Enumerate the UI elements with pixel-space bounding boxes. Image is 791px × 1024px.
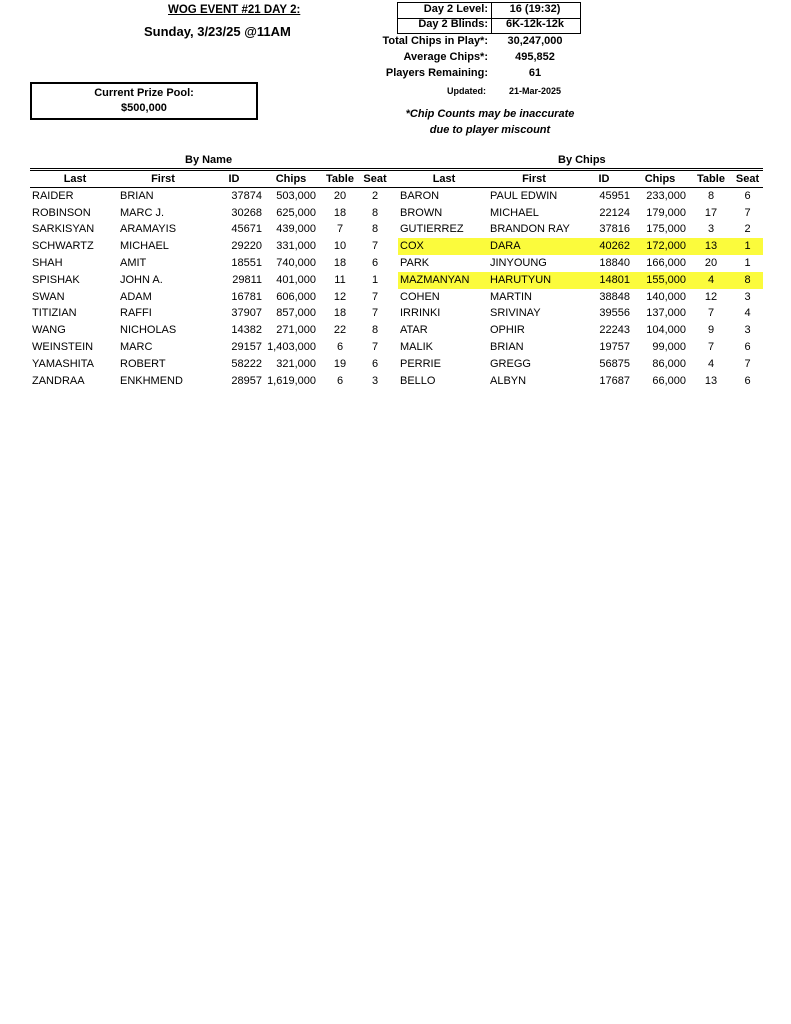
table-row	[30, 289, 390, 306]
chip-count-cell: 271,000	[276, 324, 316, 337]
chip-count-cell: 175,000	[646, 223, 686, 236]
player-id-cell: 22243	[599, 324, 630, 337]
last-name-cell: PARK	[400, 256, 430, 269]
table-row	[398, 188, 763, 205]
level-label: Day 2 Level:	[423, 3, 488, 15]
table-row	[30, 339, 390, 356]
table-number-cell: 12	[333, 290, 347, 303]
first-name-cell: SRIVINAY	[490, 307, 541, 320]
seat-number-cell: 6	[744, 340, 751, 353]
by-name-table	[30, 171, 390, 389]
table-row	[398, 322, 763, 339]
chip-count-cell: 1,403,000	[267, 340, 316, 353]
player-id-cell: 17687	[599, 374, 630, 387]
first-name-cell: JINYOUNG	[490, 256, 547, 269]
table-row	[398, 339, 763, 356]
prize-pool-label: Current Prize Pool:	[94, 87, 194, 99]
table-row	[30, 221, 390, 238]
first-name-cell: ADAM	[120, 290, 152, 303]
chip-count-cell: 155,000	[630, 272, 690, 289]
last-name-cell: PERRIE	[400, 357, 441, 370]
by-chips-table	[398, 171, 763, 389]
seat-number-cell: 3	[744, 290, 751, 303]
last-name-cell: BELLO	[400, 374, 436, 387]
seat-number-cell: 6	[744, 189, 751, 202]
player-id-cell: 29157	[231, 340, 262, 353]
event-title: WOG EVENT #21 DAY 2:	[168, 4, 301, 16]
last-name-cell: BARON	[400, 189, 440, 202]
players-remaining-label: Players Remaining:	[385, 67, 488, 79]
header-id: ID	[598, 173, 610, 185]
by-chips-title: By Chips	[558, 154, 606, 166]
table-number-cell: 13	[690, 238, 732, 255]
player-id-cell: 29811	[232, 273, 262, 286]
player-id-cell: 22124	[599, 206, 630, 219]
table-row	[398, 305, 763, 322]
seat-number-cell: 3	[744, 324, 751, 337]
table-row	[398, 205, 763, 222]
table-number-cell: 18	[333, 206, 347, 219]
section-rule-top	[30, 168, 763, 169]
prize-pool-box	[30, 82, 258, 120]
seat-number-cell: 1	[732, 238, 763, 255]
table-row	[30, 205, 390, 222]
seat-number-cell: 7	[744, 206, 751, 219]
header-seat: Seat	[735, 173, 760, 185]
seat-number-cell: 1	[371, 273, 379, 286]
player-id-cell: 56875	[599, 357, 630, 370]
table-number-cell: 11	[334, 273, 346, 286]
note-line-2: due to player miscount	[429, 124, 551, 136]
first-name-cell: ENKHMEND	[120, 374, 183, 387]
last-name-cell: WEINSTEIN	[32, 340, 94, 353]
level-value: 16 (19:32)	[509, 3, 561, 15]
blinds-label: Day 2 Blinds:	[418, 18, 488, 30]
header-first: First	[151, 173, 175, 185]
table-row	[30, 238, 390, 255]
players-remaining-value: 61	[528, 67, 542, 79]
table-number-cell: 18	[333, 307, 347, 320]
table-number-cell: 13	[704, 374, 718, 387]
seat-number-cell: 7	[371, 240, 379, 253]
first-name-cell: ARAMAYIS	[120, 223, 177, 236]
table-row-highlighted	[398, 238, 763, 255]
first-name-cell: BRIAN	[490, 340, 524, 353]
seat-number-cell: 7	[371, 307, 379, 320]
table-number-cell: 4	[707, 357, 715, 370]
table-number-cell: 6	[336, 340, 344, 353]
table-row	[30, 272, 390, 289]
seat-number-cell: 6	[371, 256, 379, 269]
table-row	[30, 305, 390, 322]
player-id-cell: 18551	[231, 256, 262, 269]
first-name-cell: MARC J.	[120, 206, 164, 219]
last-name-cell: IRRINKI	[400, 307, 441, 320]
by-chips-header-row	[398, 171, 763, 188]
table-row	[30, 373, 390, 390]
first-name-cell: NICHOLAS	[120, 324, 177, 337]
chip-count-cell: 401,000	[276, 273, 316, 286]
table-row	[398, 373, 763, 390]
chip-count-cell: 439,000	[276, 223, 316, 236]
updated-label: Updated:	[447, 86, 486, 96]
table-number-cell: 22	[333, 324, 347, 337]
chip-count-cell: 321,000	[276, 357, 316, 370]
header-table: Table	[326, 173, 354, 185]
first-name-cell: PAUL EDWIN	[490, 189, 558, 202]
last-name-cell: TITIZIAN	[32, 307, 77, 320]
first-name-cell: AMIT	[120, 256, 147, 269]
seat-number-cell: 8	[732, 272, 763, 289]
first-name-cell: ALBYN	[490, 374, 527, 387]
player-id-cell: 19757	[599, 340, 630, 353]
header-first: First	[522, 173, 546, 185]
player-id-cell: 29220	[231, 240, 262, 253]
last-name-cell: YAMASHITA	[32, 357, 94, 370]
first-name-cell: ROBERT	[120, 357, 166, 370]
seat-number-cell: 7	[371, 340, 379, 353]
event-date: Sunday, 3/23/25 @11AM	[144, 24, 291, 39]
first-name-cell: BRANDON RAY	[490, 223, 570, 236]
table-row	[398, 255, 763, 272]
table-number-cell: 19	[333, 357, 347, 370]
table-number-cell: 7	[336, 223, 344, 236]
seat-number-cell: 7	[371, 290, 379, 303]
first-name-cell: BRIAN	[120, 189, 154, 202]
chip-count-note	[395, 106, 585, 138]
header-last: Last	[63, 173, 87, 185]
by-name-title: By Name	[185, 154, 233, 166]
last-name-cell: WANG	[32, 324, 66, 337]
seat-number-cell: 6	[371, 357, 379, 370]
table-number-cell: 20	[704, 256, 718, 269]
player-id-cell: 18840	[599, 256, 630, 269]
player-id-cell: 14382	[231, 324, 262, 337]
note-line-1: *Chip Counts may be inaccurate	[405, 108, 575, 120]
average-chips-label: Average Chips*:	[403, 51, 488, 63]
chip-count-cell: 166,000	[646, 256, 686, 269]
chip-count-cell: 172,000	[630, 238, 690, 255]
table-row	[30, 255, 390, 272]
table-number-cell: 10	[333, 240, 347, 253]
first-name-cell: MARTIN	[490, 290, 532, 303]
player-id-cell: 40262	[578, 238, 630, 255]
seat-number-cell: 8	[371, 223, 379, 236]
first-name-cell: OPHIR	[490, 324, 525, 337]
chip-count-cell: 140,000	[646, 290, 686, 303]
player-id-cell: 39556	[599, 307, 630, 320]
chip-count-cell: 99,000	[652, 340, 686, 353]
table-number-cell: 7	[707, 307, 715, 320]
table-number-cell: 3	[707, 223, 715, 236]
total-chips-label: Total Chips in Play*:	[382, 35, 488, 47]
chip-count-cell: 66,000	[652, 374, 686, 387]
seat-number-cell: 2	[371, 189, 379, 202]
chip-count-cell: 137,000	[646, 307, 686, 320]
player-id-cell: 37874	[231, 189, 262, 202]
chip-count-cell: 179,000	[646, 206, 686, 219]
player-id-cell: 16781	[231, 290, 262, 303]
header-id: ID	[228, 173, 240, 185]
table-row-highlighted	[398, 272, 763, 289]
seat-number-cell: 4	[744, 307, 751, 320]
player-id-cell: 30268	[231, 206, 262, 219]
table-number-cell: 6	[336, 374, 344, 387]
header-table: Table	[697, 173, 725, 185]
blinds-value: 6K-12k-12k	[505, 18, 565, 30]
seat-number-cell: 6	[744, 374, 751, 387]
last-name-cell: ATAR	[400, 324, 428, 337]
first-name-cell: MARC	[120, 340, 153, 353]
chip-count-cell: 1,619,000	[267, 374, 316, 387]
total-chips-value: 30,247,000	[507, 35, 563, 47]
player-id-cell: 28957	[231, 374, 262, 387]
table-number-cell: 8	[707, 189, 715, 202]
chip-count-cell: 104,000	[646, 324, 686, 337]
table-number-cell: 7	[707, 340, 715, 353]
table-row	[398, 221, 763, 238]
prize-pool-value: $500,000	[121, 102, 167, 114]
chip-count-cell: 857,000	[276, 307, 316, 320]
last-name-cell: SCHWARTZ	[32, 240, 94, 253]
player-id-cell: 37907	[231, 307, 262, 320]
last-name-cell: ROBINSON	[32, 206, 91, 219]
last-name-cell: COHEN	[400, 290, 440, 303]
first-name-cell: GREGG	[490, 357, 531, 370]
first-name-cell: JOHN A.	[120, 273, 163, 286]
first-name-cell: DARA	[490, 238, 578, 255]
last-name-cell: RAIDER	[32, 189, 74, 202]
player-id-cell: 38848	[599, 290, 630, 303]
last-name-cell: GUTIERREZ	[400, 223, 464, 236]
table-row	[30, 356, 390, 373]
seat-number-cell: 1	[744, 256, 751, 269]
last-name-cell: MAZMANYAN	[398, 272, 490, 289]
table-number-cell: 12	[704, 290, 718, 303]
chip-count-cell: 331,000	[276, 240, 316, 253]
table-number-cell: 20	[333, 189, 347, 202]
last-name-cell: BROWN	[400, 206, 443, 219]
by-name-header-row	[30, 171, 390, 188]
table-number-cell: 18	[333, 256, 347, 269]
first-name-cell: RAFFI	[120, 307, 152, 320]
seat-number-cell: 8	[371, 206, 379, 219]
table-row	[30, 188, 390, 205]
seat-number-cell: 2	[744, 223, 751, 236]
last-name-cell: SPISHAK	[32, 273, 80, 286]
seat-number-cell: 8	[371, 324, 379, 337]
player-id-cell: 14801	[578, 272, 630, 289]
updated-value: 21-Mar-2025	[508, 86, 562, 96]
header-seat: Seat	[363, 173, 387, 185]
table-number-cell: 4	[690, 272, 732, 289]
player-id-cell: 37816	[599, 223, 630, 236]
table-row	[30, 322, 390, 339]
chip-count-cell: 625,000	[276, 206, 316, 219]
table-number-cell: 17	[704, 206, 718, 219]
seat-number-cell: 7	[744, 357, 751, 370]
header-chips: Chips	[275, 173, 307, 185]
last-name-cell: SHAH	[32, 256, 63, 269]
table-number-cell: 9	[707, 324, 715, 337]
average-chips-value: 495,852	[515, 51, 555, 63]
player-id-cell: 45951	[599, 189, 630, 202]
chip-count-cell: 233,000	[646, 189, 686, 202]
chip-count-cell: 86,000	[652, 357, 686, 370]
header-last: Last	[432, 173, 456, 185]
chip-count-cell: 606,000	[276, 290, 316, 303]
player-id-cell: 58222	[231, 357, 262, 370]
header-chips: Chips	[644, 173, 676, 185]
seat-number-cell: 3	[371, 374, 379, 387]
chip-count-cell: 503,000	[276, 189, 316, 202]
last-name-cell: MALIK	[400, 340, 434, 353]
last-name-cell: SARKISYAN	[32, 223, 95, 236]
table-row	[398, 289, 763, 306]
last-name-cell: COX	[398, 238, 490, 255]
last-name-cell: SWAN	[32, 290, 65, 303]
first-name-cell: MICHAEL	[120, 240, 169, 253]
chip-count-cell: 740,000	[276, 256, 316, 269]
table-row	[398, 356, 763, 373]
player-id-cell: 45671	[231, 223, 262, 236]
first-name-cell: HARUTYUN	[490, 272, 578, 289]
last-name-cell: ZANDRAA	[32, 374, 85, 387]
first-name-cell: MICHAEL	[490, 206, 539, 219]
